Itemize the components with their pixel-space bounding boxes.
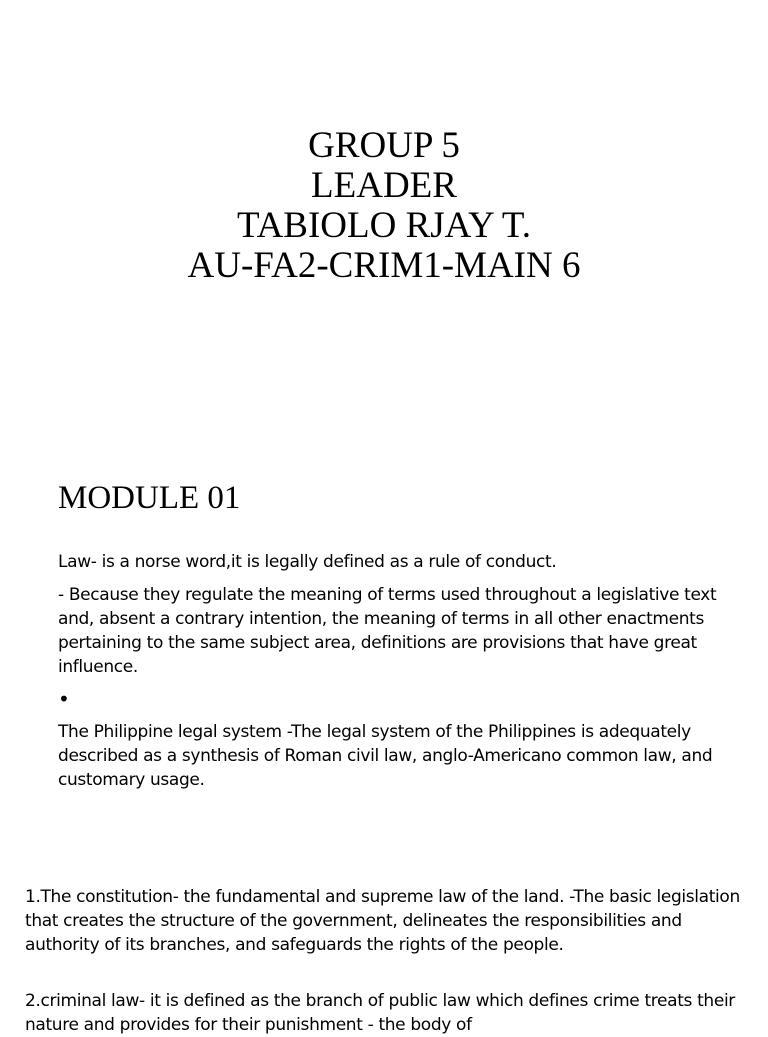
definitions-text: - Because they regulate the meaning of terms used throughout a legislative text and, absent a contrary intention, the meaning of terms in all other enactments pertaining to the same subject area, definitions are provisions that have great influence. <box>58 585 717 677</box>
constitution-text: 1.The constitution- the fundamental and supreme law of the land. -The basic legislation that creates the structure of the government, delineates the responsibilities and authority of its branches, and safeguards the rights of the people. <box>25 887 740 955</box>
section-code: AU-FA2-CRIM1-MAIN 6 <box>187 245 581 286</box>
definitions-paragraph <box>58 583 738 679</box>
leader-name: TABIOLO RJAY T. <box>236 205 532 246</box>
leader-label: LEADER <box>311 165 457 206</box>
philippine-legal-system-paragraph <box>58 720 738 792</box>
criminal-law-paragraph <box>25 989 755 1037</box>
criminal-law-text: 2.criminal law- it is defined as the branch of public law which defines crime treats their nature and provides for their punishment - the body of <box>25 991 735 1035</box>
constitution-paragraph <box>25 885 755 957</box>
bullet-glyph: • <box>58 687 70 711</box>
philippine-legal-system-text: The Philippine legal system -The legal system of the Philippines is adequately described as a synthesis of Roman civil law, anglo-Americano common law, and customary usage. <box>58 722 713 790</box>
law-definition-paragraph <box>58 550 738 574</box>
empty-bullet <box>58 687 738 711</box>
law-definition-text: Law- is a norse word,it is legally defined as a rule of conduct. <box>58 552 557 572</box>
module-heading: MODULE 01 <box>58 480 241 516</box>
group-title: GROUP 5 <box>308 125 460 166</box>
title-block <box>0 126 768 286</box>
